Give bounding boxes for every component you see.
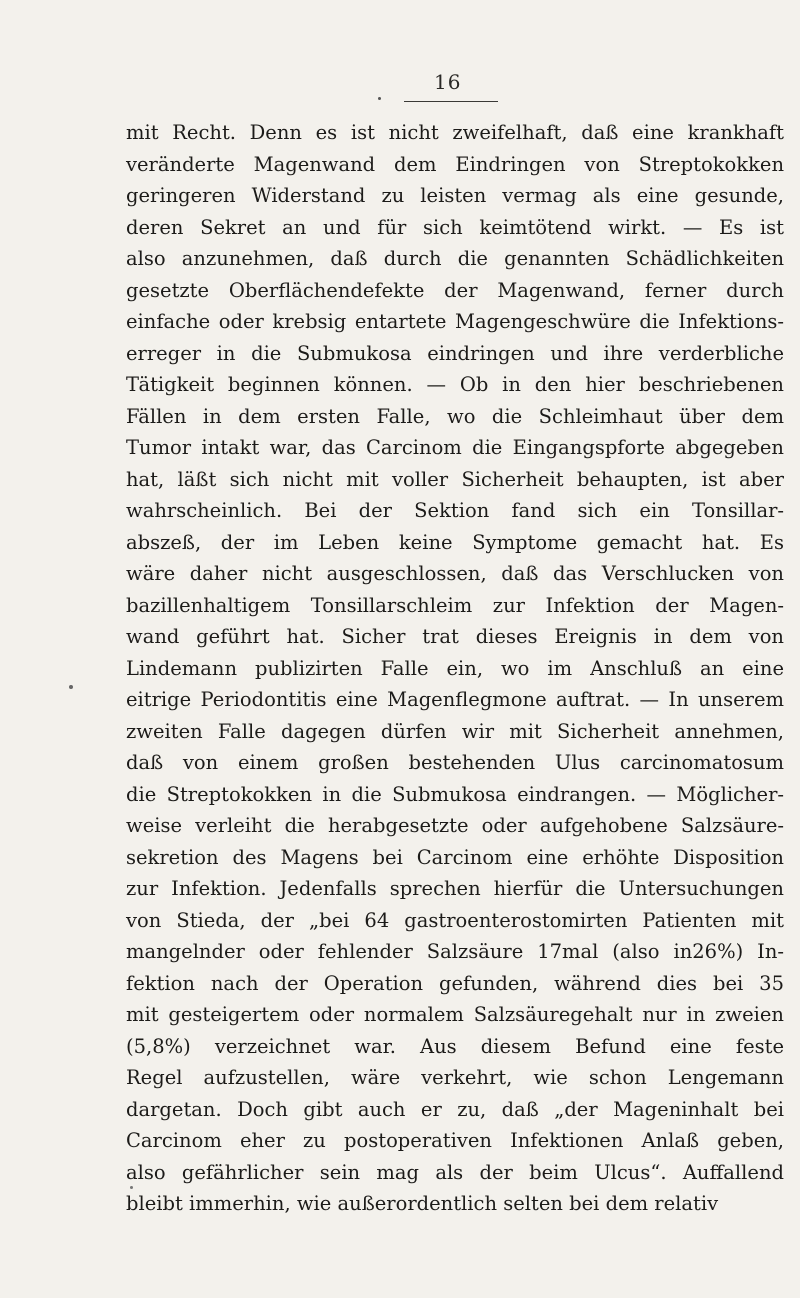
text-line: mit gesteigertem oder normalem Salzsäuregehalt nur in zweien — [126, 1003, 784, 1026]
text-line: erreger in die Submukosa eindringen und ihre verderbliche — [126, 341, 784, 365]
page-number: 16 — [434, 70, 462, 94]
text-line: hat, läßt sich nicht mit voller Sicherheit behaupten, ist aber — [126, 467, 784, 491]
header-rule — [404, 101, 498, 102]
text-line: die Streptokokken in die Submukosa eindrangen. — Möglicher- — [126, 782, 784, 806]
text-line: bleibt immerhin, wie außerordentlich selten bei dem relativ — [126, 1192, 719, 1215]
text-line: bazillenhaltigem Tonsillarschleim zur Infektion der Magen- — [126, 593, 784, 617]
text-line: eitrige Periodontitis eine Magenflegmone auftrat. — In unserem — [126, 688, 784, 711]
text-line: veränderte Magenwand dem Eindringen von Streptokokken — [126, 152, 784, 176]
text-line: abszeß, der im Leben keine Symptome gemacht hat. Es — [126, 530, 784, 554]
text-line: deren Sekret an und für sich keimtötend wirkt. — Es ist — [126, 215, 784, 239]
text-line: weise verleiht die herabgesetzte oder aufgehobene Salzsäure- — [126, 814, 784, 837]
text-line: mangelnder oder fehlender Salzsäure 17mal (also in26%) In- — [126, 940, 784, 963]
text-line: fektion nach der Operation gefunden, während dies bei 35 — [126, 971, 784, 995]
text-line: wand geführt hat. Sicher trat dieses Ereignis in dem von — [126, 625, 784, 648]
text-line: Carcinom eher zu postoperativen Infektionen Anlaß geben, — [126, 1129, 784, 1152]
text-line: sekretion des Magens bei Carcinom eine erhöhte Disposition — [126, 845, 784, 869]
text-line: (5,8%) verzeichnet war. Aus diesem Befund eine feste — [126, 1034, 784, 1058]
text-line: zur Infektion. Jedenfalls sprechen hierfür die Untersuchungen — [126, 877, 784, 900]
print-speck — [130, 1186, 133, 1189]
text-line: Fällen in dem ersten Falle, wo die Schleimhaut über dem — [126, 404, 784, 428]
margin-speck — [69, 685, 73, 689]
text-line: Lindemann publizirten Falle ein, wo im Anschluß an eine — [126, 656, 784, 680]
text-line: gesetzte Oberflächendefekte der Magenwand, ferner durch — [126, 278, 784, 302]
text-line: daß von einem großen bestehenden Ulus carcinomatosum — [126, 751, 784, 774]
text-line: wäre daher nicht ausgeschlossen, daß das Verschlucken von — [126, 562, 784, 585]
text-line: dargetan. Doch gibt auch er zu, daß „der Mageninhalt bei — [126, 1097, 784, 1121]
text-line: Tätigkeit beginnen können. — Ob in den hier beschriebenen — [126, 373, 784, 396]
print-speck — [378, 97, 381, 100]
text-line: zweiten Falle dagegen dürfen wir mit Sicherheit annehmen, — [126, 719, 784, 743]
text-line: geringeren Widerstand zu leisten vermag als eine gesunde, — [126, 184, 784, 207]
text-line: also anzunehmen, daß durch die genannten Schädlichkeiten — [126, 247, 784, 270]
text-line: mit Recht. Denn es ist nicht zweifelhaft, daß eine krankhaft — [126, 121, 784, 144]
text-line: Tumor intakt war, das Carcinom die Eingangspforte abgegeben — [126, 436, 784, 459]
body-text — [126, 117, 784, 1220]
text-line: von Stieda, der „bei 64 gastroenterostomirten Patienten mit — [126, 908, 784, 932]
text-line: also gefährlicher sein mag als der beim Ulcus“. Auffallend — [126, 1160, 784, 1184]
text-line: einfache oder krebsig entartete Magengeschwüre die Infektions- — [126, 310, 784, 333]
text-line: Regel aufzustellen, wäre verkehrt, wie schon Lengemann — [126, 1066, 784, 1089]
text-line: wahrscheinlich. Bei der Sektion fand sich ein Tonsillar- — [126, 499, 784, 522]
